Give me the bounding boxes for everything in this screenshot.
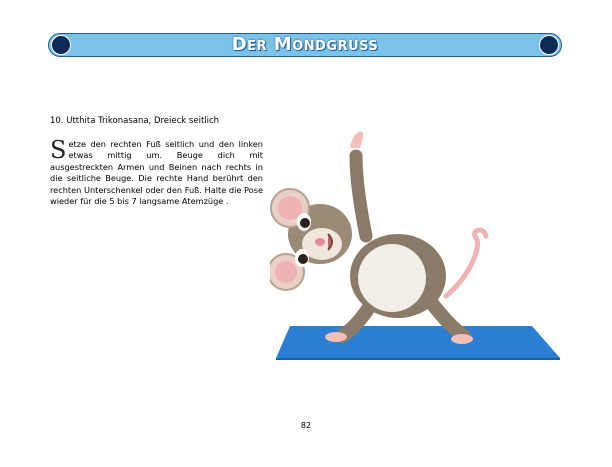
title-banner [48, 33, 562, 57]
page-number: 82 [300, 421, 312, 430]
yoga-mat [276, 326, 560, 358]
pose-description-text: etze den rechten Fuß seitlich und den linken etwas mittig um. Beuge dich mit ausgestreckten Armen und Beinen nach rechts in die seitliche Beuge. Die rechte Hand berührt den rechten Unterschenkel oder den Fuß. Halte die Pose wieder für die 5 bis 7 langsame Atemzüge . [50, 139, 263, 207]
drop-cap: S [50, 136, 67, 164]
crescent-moon-icon [539, 35, 559, 55]
pose-description [50, 136, 263, 207]
pose-title: 10. Utthita Trikonasana, Dreieck seitlich [50, 116, 220, 126]
page-title: Der Mondgruss [231, 34, 379, 55]
mouse-yoga-illustration [270, 126, 566, 360]
